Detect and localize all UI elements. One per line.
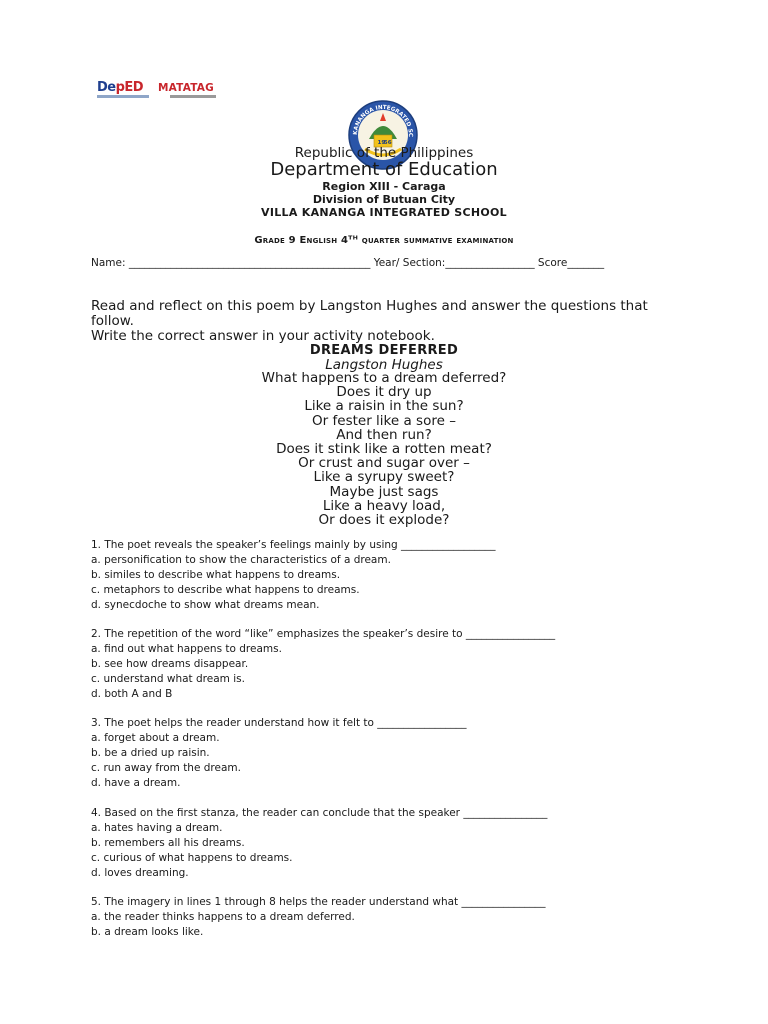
answer-choice: d. synecdoche to show what dreams mean. bbox=[91, 599, 320, 611]
poem-line: Does it dry up bbox=[336, 384, 432, 401]
poem-line: Like a raisin in the sun? bbox=[304, 398, 464, 415]
poem-line: Like a syrupy sweet? bbox=[313, 469, 455, 486]
poem-body bbox=[0, 371, 768, 527]
answer-choice: b. a dream looks like. bbox=[91, 926, 204, 938]
answer-choice: c. metaphors to describe what happens to dreams. bbox=[91, 584, 360, 596]
region-heading: Region XIII - Caraga bbox=[322, 180, 446, 193]
question-stem: 3. The poet helps the reader understand how it felt to _________________ bbox=[91, 717, 467, 729]
question-stem: 5. The imagery in lines 1 through 8 helps the reader understand what ________________ bbox=[91, 896, 546, 908]
answer-choice: a. the reader thinks happens to a dream deferred. bbox=[91, 911, 355, 923]
instruction-line: Write the correct answer in your activity notebook. bbox=[91, 328, 435, 344]
poem-author: Langston Hughes bbox=[325, 357, 443, 373]
answer-choice: b. see how dreams disappear. bbox=[91, 658, 249, 670]
poem-line: Like a heavy load, bbox=[322, 497, 446, 514]
deped-wordmark-part: ED bbox=[124, 80, 144, 95]
poem-line: Or fester like a sore – bbox=[312, 412, 456, 429]
answer-choice: c. understand what dream is. bbox=[91, 673, 245, 685]
poem-title: DREAMS DEFERRED bbox=[309, 343, 459, 358]
answer-choice: a. find out what happens to dreams. bbox=[91, 643, 282, 655]
poem-line: Does it stink like a rotten meat? bbox=[276, 441, 492, 458]
matatag-tagline-mark bbox=[170, 95, 216, 98]
deped-wordmark-part: p bbox=[115, 80, 125, 95]
question-2 bbox=[91, 627, 555, 702]
name-section-score-line: Name: ______________________________________________ Year/ Section:_________________ Score_______ bbox=[91, 257, 605, 269]
seal-year-left: 19 bbox=[377, 140, 386, 146]
deped-wordmark bbox=[97, 80, 143, 95]
school-heading: VILLA KANANGA INTEGRATED SCHOOL bbox=[261, 206, 507, 219]
question-4 bbox=[91, 806, 547, 881]
answer-choice: d. loves dreaming. bbox=[91, 867, 189, 879]
republic-heading: Republic of the Philippines bbox=[294, 145, 474, 161]
answer-choice: b. similes to describe what happens to dreams. bbox=[91, 569, 341, 581]
question-1 bbox=[91, 538, 496, 613]
instruction-line: Read and reflect on this poem by Langston Hughes and answer the questions that follow. bbox=[91, 298, 648, 329]
answer-choice: d. both A and B bbox=[91, 688, 173, 700]
answer-choice: c. curious of what happens to dreams. bbox=[91, 852, 293, 864]
division-heading: Division of Butuan City bbox=[312, 193, 456, 206]
question-stem: 2. The repetition of the word “like” emphasizes the speaker’s desire to _________________ bbox=[91, 628, 556, 640]
deped-logo bbox=[97, 80, 153, 102]
seal-year-right: 56 bbox=[383, 140, 392, 146]
answer-choice: b. remembers all his dreams. bbox=[91, 837, 245, 849]
answer-choice: d. have a dream. bbox=[91, 777, 181, 789]
deped-tagline-mark bbox=[97, 95, 149, 98]
seal-ring-text: KANANGA INTEGRATED SC bbox=[352, 104, 414, 137]
poem-line: Or crust and sugar over – bbox=[298, 455, 470, 472]
deped-wordmark-part: De bbox=[97, 80, 116, 95]
answer-choice: c. run away from the dream. bbox=[91, 762, 241, 774]
instructions bbox=[91, 299, 691, 344]
poem-line: And then run? bbox=[336, 426, 432, 443]
department-heading: Department of Education bbox=[270, 159, 498, 180]
question-stem: 4. Based on the first stanza, the reader can conclude that the speaker ________________ bbox=[91, 807, 548, 819]
answer-choice: a. forget about a dream. bbox=[91, 732, 220, 744]
question-3 bbox=[91, 716, 467, 791]
answer-choice: a. hates having a dream. bbox=[91, 822, 223, 834]
matatag-wordmark: MATATAG bbox=[158, 82, 214, 94]
poem-line: Maybe just sags bbox=[329, 483, 439, 500]
question-stem: 1. The poet reveals the speaker’s feelings mainly by using __________________ bbox=[91, 539, 496, 551]
answer-choice: b. be a dried up raisin. bbox=[91, 747, 210, 759]
matatag-logo bbox=[158, 82, 226, 102]
answer-choice: a. personification to show the characteristics of a dream. bbox=[91, 554, 391, 566]
exam-title: Grade 9 English 4ᵀᴴ quarter summative examination bbox=[254, 235, 514, 246]
poem-line: What happens to a dream deferred? bbox=[261, 370, 507, 386]
poem-line: Or does it explode? bbox=[318, 512, 450, 529]
question-5 bbox=[91, 895, 546, 940]
